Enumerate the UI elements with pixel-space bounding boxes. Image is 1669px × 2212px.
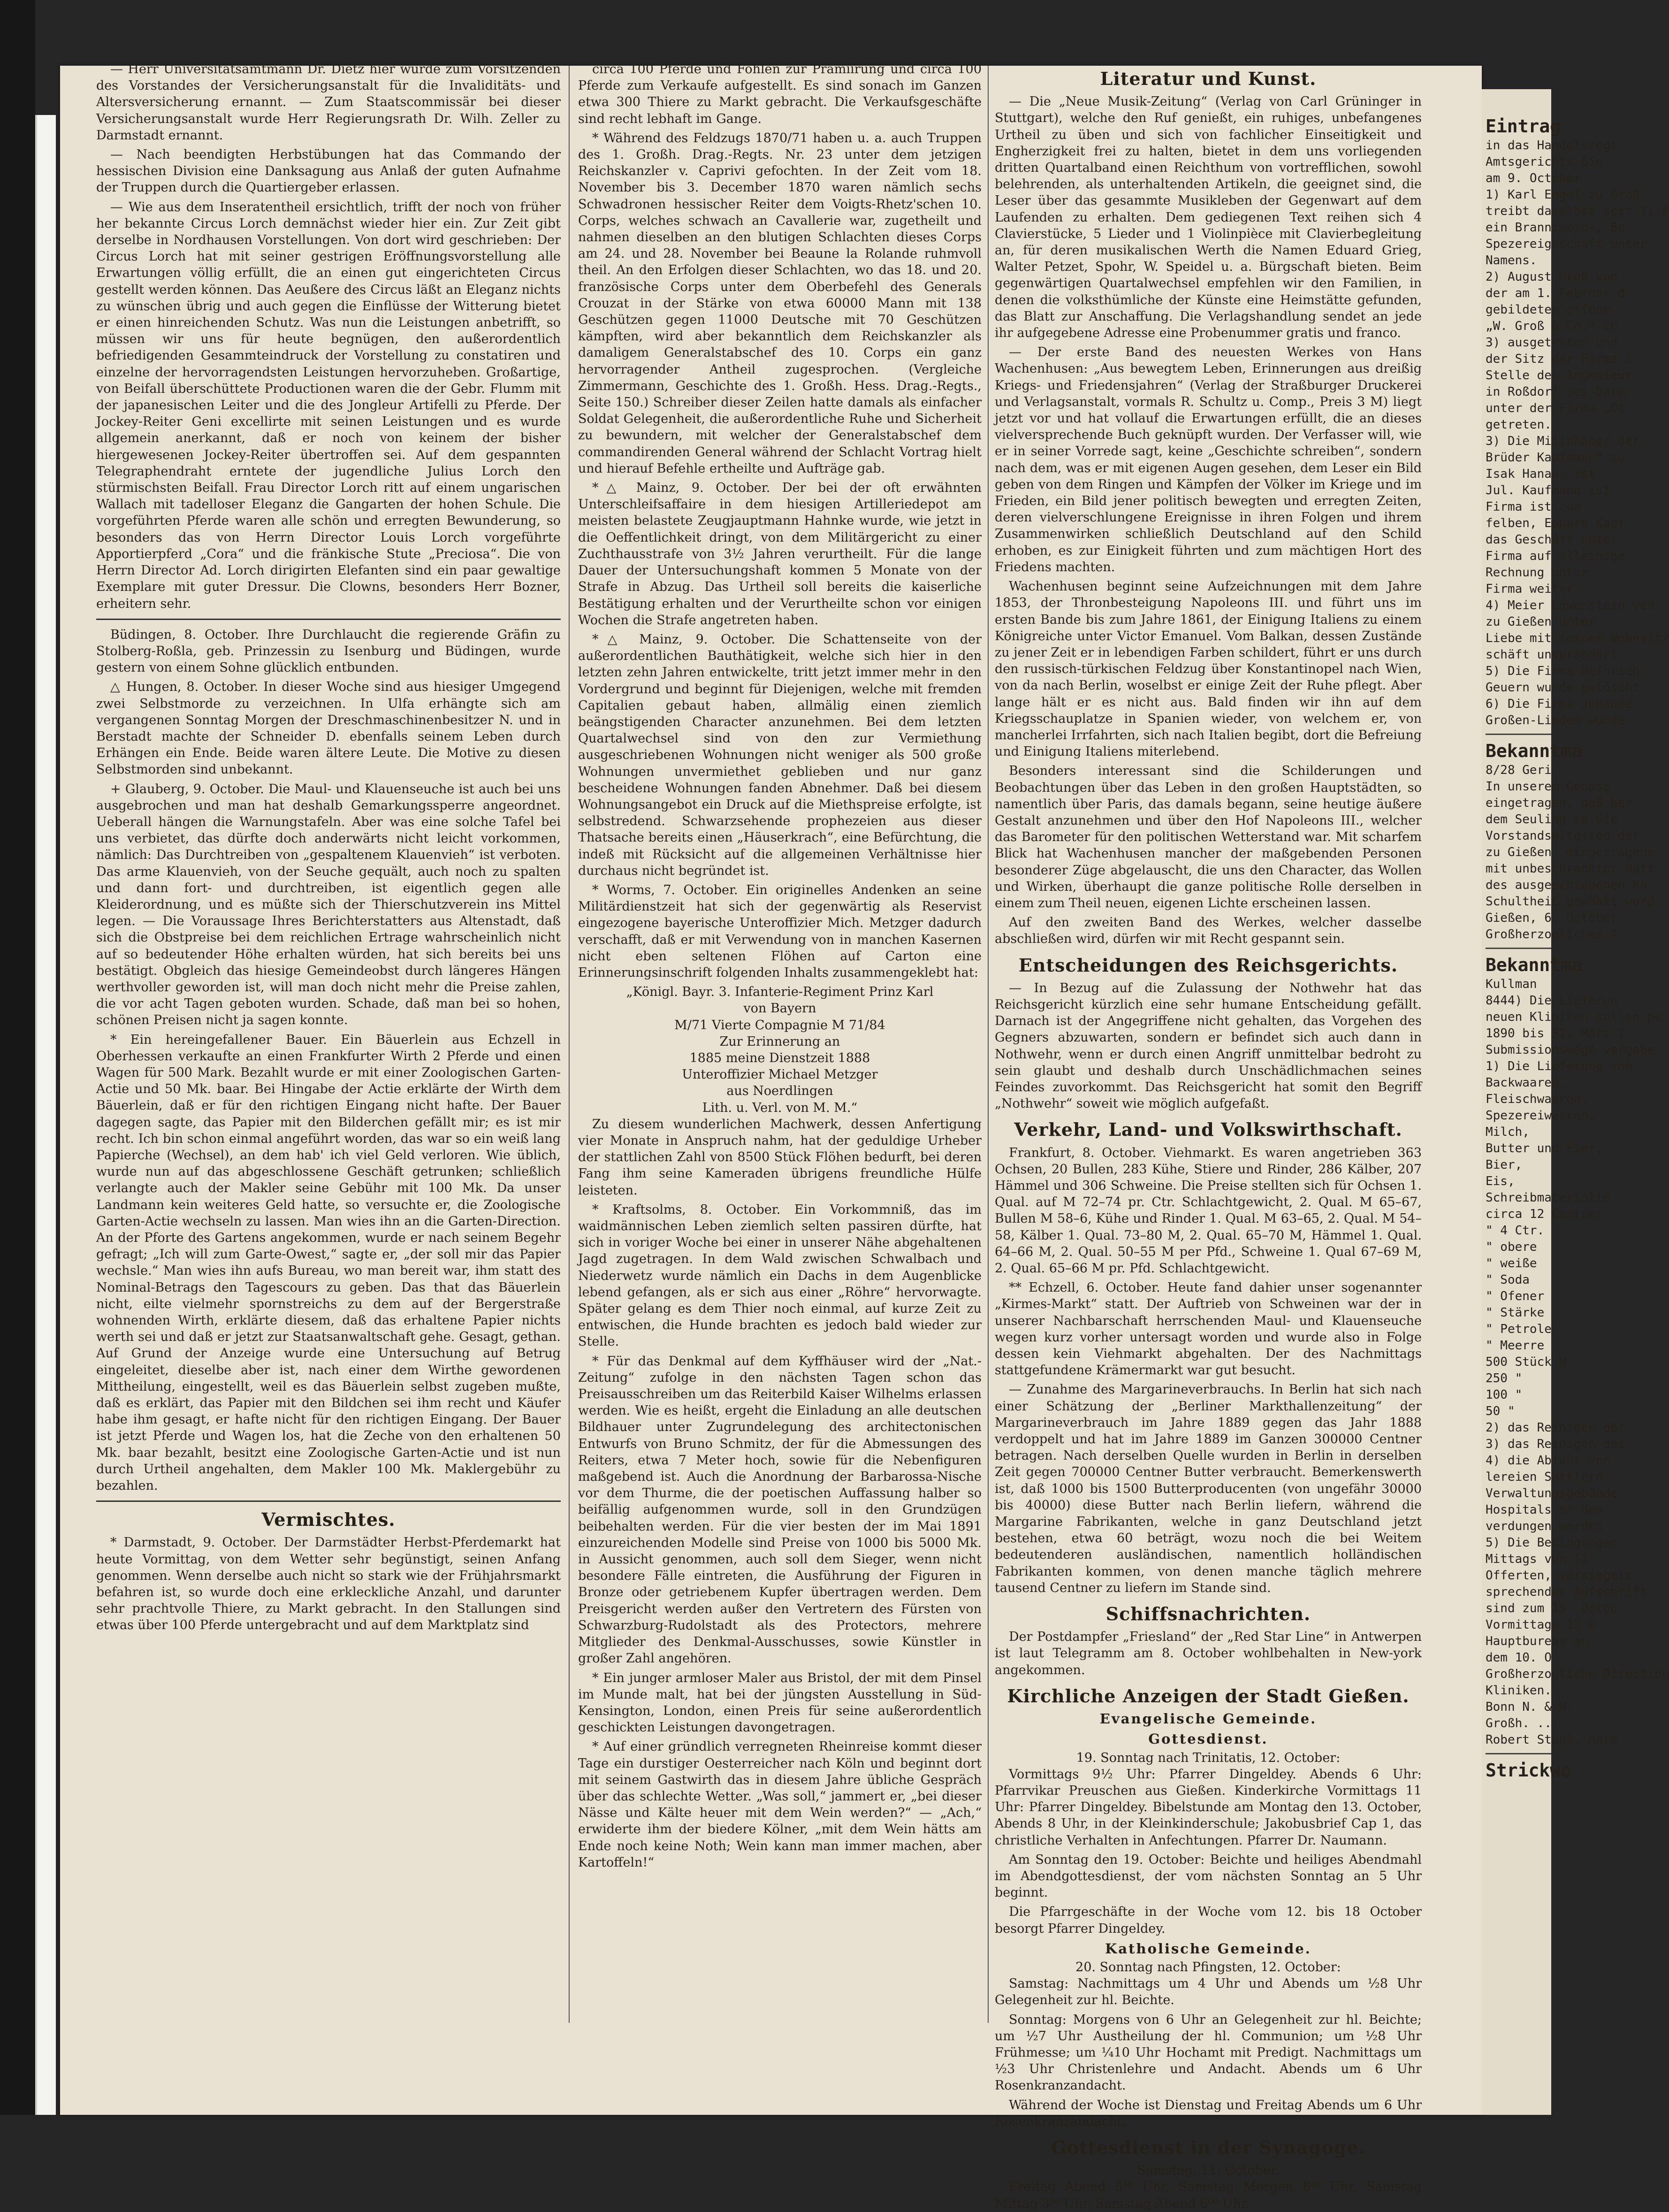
ad-line: felben, Eduard Kauf	[1486, 516, 1625, 530]
column-2	[578, 61, 982, 2032]
ad-line: In unserem Genoss	[1486, 780, 1611, 794]
sub-heading: Gottesdienst.	[1148, 1731, 1268, 1747]
ad-line: schäft unverändert	[1486, 648, 1618, 662]
adjacent-page-strip	[1482, 89, 1669, 2115]
section-heading: Kirchliche Anzeigen der Stadt Gießen.	[1007, 1685, 1410, 1707]
ad-line: gebildeten offene	[1486, 303, 1611, 317]
article-paragraph: Zu diesem wunderlichen Machwerk, dessen Anfertigung vier Monate in Anspruch nahm, hat der geduldige Urheber der stattlichen Zahl von 8500 Stück Flöhen bedurft, bei deren Fang ihm seine Kameraden übrigens freundliche Hülfe leisteten.	[578, 1117, 982, 1198]
ad-line: Robert Stuhl, Mark	[1486, 1733, 1618, 1747]
article-paragraph: — Zunahme des Margarineverbrauchs. In Berlin hat sich nach einer Schätzung der „Berliner Markthallenzeitung“ der Margarineverbrauch im Jahre 1889 gegen das Jahr 1888 verdoppelt und hat im Jahre 1889 im Ganzen 300000 Centner betragen. Nach derselben Quelle wurden in Berlin in derselben Zeit gegen 700000 Centner Butter verbraucht. Bemerkenswerth ist, daß 1000 bis 1500 Butterproducenten (von ungefähr 30000 bis 40000) diese Butter nach Berlin liefern, während die Margarine Fabrikanten, welche in ganz Deutschland jetzt bestehen, etwa 60 beträgt, wozu noch die bei Weitem bedeutenderen ausländischen, namentlich holländischen Fabrikanten kommen, von denen manche täglich mehrere tausend Centner zu liefern im Stande sind.	[995, 1382, 1422, 1595]
article-paragraph: *△ Mainz, 9. October. Die Schattenseite von der außerordentlichen Bauthätigkeit, welche sich hier in den letzten zehn Jahren entwickelte, tritt jetzt immer mehr in den Vordergrund und beginnt für Diejenigen, welche mit fremden Capitalien gebaut haben, allmälig einen ziemlich beängstigenden Character anzunehmen. Bei dem letzten Quartalwechsel sind von den zur Vermiethung ausgeschriebenen Wohnungen nicht weniger als 500 große Wohnungen unvermiethet geblieben und nur ganz bescheidene Wohnungen fanden Abnehmer. Daß bei diesem Wohnungsangebot ein Druck auf die Miethspreise erfolgte, ist selbstredend. Schwarzsehende prophezeien aus dieser Thatsache bereits einen „Häuserkrach“, eine Befürchtung, die indeß mit Rücksicht auf die allgemeinen Verhältnisse hier durchaus nicht begründet ist.	[578, 632, 982, 878]
ad-line: Vorstandsmitglied der	[1486, 829, 1640, 843]
ad-rule	[1486, 734, 1551, 735]
ad-line: Butter und Eier,	[1486, 1141, 1603, 1156]
ad-line: unter der Firma „Ot	[1486, 401, 1625, 415]
section-heading: Literatur und Kunst.	[1100, 68, 1317, 89]
ad-line: " 4 Ctr.	[1486, 1224, 1545, 1238]
article-paragraph: — Die „Neue Musik-Zeitung“ (Verlag von Carl Grüninger in Stuttgart), welche den Ruf genießt, ein ruhiges, unbefangenes Urtheil zu üben und sich von fachlicher Einseitigkeit und Engherzigkeit frei zu halten, bietet in dem uns vorliegenden dritten Quartalband einen Reichthum von vortrefflichen, sowohl belehrenden, als unterhaltenden Artikeln, die geeignet sind, die Leser über das gesammte Musikleben der Gegenwart auf dem Laufenden zu erhalten. Dem gediegenen Text reihen sich 4 Clavierstücke, 5 Lieder und 1 Violinpièce mit Clavierbegleitung an, für deren musikalischen Werth die Namen Eduard Grieg, Walter Petzet, Spohr, W. Speidel u. a. Bürgschaft bieten. Beim gegenwärtigen Quartalwechsel empfehlen wir den Familien, in denen die volksthümliche der Künste eine Heimstätte gefunden, das Blatt zur Anschaffung. Die Verlagshandlung sendet an jede ihr aufgegebene Adresse eine Probenummer gratis und franco.	[995, 94, 1422, 341]
ad-line: mit unbeschränkter Haft	[1486, 862, 1655, 876]
ad-line: 8/28 Geri	[1486, 763, 1552, 777]
ad-line: Großherzogliches A	[1486, 927, 1618, 941]
ad-line: in das Handelsregi	[1486, 138, 1618, 153]
ad-line: Firma ist zum	[1486, 500, 1581, 514]
ad-line: Bier,	[1486, 1158, 1523, 1172]
column-3	[995, 61, 1422, 2211]
ad-line: 1) Die Lieferung von	[1486, 1059, 1633, 1073]
ad-heading: Bekanntma	[1486, 955, 1582, 975]
ad-line: " obere	[1486, 1240, 1537, 1254]
ad-line: circa 12 Centner	[1486, 1207, 1603, 1221]
ad-line: am 9. October	[1486, 171, 1581, 185]
ad-line: zu Gießen, eingetragene	[1486, 845, 1655, 859]
adjacent-page-text	[1482, 89, 1669, 1782]
article-paragraph: — Wie aus dem Inseratentheil ersichtlich, trifft der noch von früher her bekannte Circus Lorch demnächst wieder hier ein. Zur Zeit gibt derselbe in Nordhausen Vorstellungen. Von dort wird geschrieben: Der Circus Lorch hat mit seiner gestrigen Eröffnungsvorstellung alle Erwartungen völlig erfüllt, die an einen gut eingerichteten Circus gestellt werden können. Das Aeußere des Circus läßt an Eleganz nichts zu wünschen übrig und auch gegen die Einflüsse der Witterung bietet er einen hinreichenden Schutz. Was nun die Leistungen anbetrifft, so müssen wir uns für heute begnügen, den außerordentlich befriedigenden Gesammteindruck der Vorstellung zu constatiren und einzelne der hervorragendsten Leistungen hervorzuheben. Großartige, von Beifall überschüttete Productionen waren die der Gebr. Flumm mit der japanesischen Leiter und die des Jongleur Artifelli zu Pferde. Der Jockey-Reiter Geni excellirte mit seinen Leistungen und es wurde allgemein anerkannt, daß er noch von keinem der bisher hiergewesenen Jockey-Reiter übertroffen sei. Auf dem gespannten Telegraphendraht erntete der jugendliche Julius Lorch den stürmischsten Beifall. Frau Director Lorch ritt auf einem ungarischen Wallach mit tadelloser Eleganz die Gangarten der hohen Schule. Die vorgeführten Pferde waren alle schön und erregten Bewunderung, so besonders das von Herrn Director Louis Lorch vorgeführte Apportierpferd „Cora“ und die fränkische Stute „Preciosa“. Die von Herrn Director Ad. Lorch dirigirten Elefanten sind ein paar gewaltige Exemplare mit guter Dressur. Die Clowns, besonders Herr Bozner, erheitern sehr.	[96, 199, 561, 611]
ad-line: 250 "	[1486, 1371, 1523, 1385]
article-paragraph: Besonders interessant sind die Schilderungen und Beobachtungen über das Leben in den großen Hauptstädten, so namentlich über Paris, das damals begann, seine heutige äußere Gestalt anzunehmen und über den Hof Napoleons III., welcher das Barometer für den politischen Wetterstand war. Mit scharfem Blick hat Wachenhusen mancher der maßgebenden Personen besonderer Züge abgelauscht, die uns den Character, das Wollen und Wirken, überhaupt die ganze politische Rolle derselben in einem zum Theil neuen, eigenen Lichte erscheinen lassen.	[995, 764, 1422, 911]
ad-line: ein Branntwein-, Be	[1486, 221, 1625, 235]
ad-line: Großen-Linden wurde	[1486, 713, 1625, 727]
sub-heading: Evangelische Gemeinde.	[1099, 1711, 1317, 1727]
article-paragraph: *△ Mainz, 9. October. Der bei der oft erwähnten Unterschleifsaffaire in dem hiesigen Artilleriedepot am meisten belastete Zeugjauptmann Hahnke wurde, wie jetzt in die Oeffentlichkeit dringt, von dem Militärgericht zu einer Zuchthausstrafe von 3½ Jahren verurtheilt. Für die lange Dauer der Untersuchungshaft kommen 5 Monate von der Strafe in Abzug. Das Urtheil soll bereits die kaiserliche Bestätigung erhalten und der Verurtheilte schon vor einigen Wochen die Strafe angetreten haben.	[578, 481, 982, 628]
ad-line: Großh. ...	[1486, 1716, 1559, 1730]
ad-line: Rechnung unter	[1486, 566, 1589, 580]
ad-line: Brüder Kaufmann“ zu	[1486, 451, 1625, 465]
article-paragraph: Samstag: Nachmittags um 4 Uhr und Abends um ½8 Uhr Gelegenheit zur hl. Beichte.	[995, 1976, 1422, 2008]
ad-line: Hauptbureau an	[1486, 1634, 1589, 1648]
ad-line: sind zum 15. Octob	[1486, 1601, 1618, 1615]
article-paragraph: Vormittags 9½ Uhr: Pfarrer Dingeldey. Abends 6 Uhr: Pfarrvikar Preuschen aus Gießen. Kinderkirche Vormittags 11 Uhr: Pfarrer Dingeldey. Bibelstunde am Montag den 13. October, Abends 8 Uhr, in der Kleinkinderschule; Jakobusbrief Cap 1, das christliche Verhalten in Anfechtungen. Pfarrer Dr. Naumann.	[995, 1767, 1422, 1848]
ad-line: 5) Die Firma Heinrich	[1486, 664, 1640, 678]
ad-line: Bonn N. & W.	[1486, 1700, 1574, 1714]
ad-line: Submissionswege vergebe	[1486, 1043, 1655, 1057]
section-rule	[96, 1500, 561, 1502]
ad-line: Offerten, versiegelt	[1486, 1569, 1633, 1583]
article-paragraph: Auf den zweiten Band des Werkes, welcher dasselbe abschließen wird, dürfen wir mit Recht gespannt sein.	[995, 915, 1422, 947]
article-paragraph: circa 100 Pferde und Fohlen zur Prämiirung und circa 100 Pferde zum Verkaufe aufgestellt. Es sind sonach im Ganzen etwa 300 Thiere zu Markt gebracht. Die Verkaufsgeschäfte sind recht lebhaft im Gange.	[578, 62, 982, 126]
column-rule	[988, 66, 989, 2023]
ad-line: dem 10. O	[1486, 1651, 1552, 1665]
ad-line: Isak Hanau, ist	[1486, 467, 1596, 481]
centered-line: von Bayern	[743, 1001, 816, 1016]
ad-line: das Geschäft unter	[1486, 533, 1618, 547]
scanner-border	[0, 0, 35, 2115]
ad-line: eingetragen, daß her	[1486, 796, 1633, 810]
centered-line: aus Noerdlingen	[726, 1084, 833, 1099]
centered-line: Samstag, 11. October.	[1137, 2163, 1280, 2178]
ad-line: 500 Stück W	[1486, 1355, 1567, 1369]
ad-line: 3) Die Mitinhaber der	[1486, 434, 1640, 448]
article-paragraph: * Für das Denkmal auf dem Kyffhäuser wird der „Nat.-Zeitung“ zufolge in den nächsten Tagen schon das Preisausschreiben um das Reiterbild Kaiser Wilhelms erlassen werden. Wie es heißt, ergeht die Einladung an alle deutschen Bildhauer unter Zugrundelegung des architectonischen Entwurfs von Bruno Schmitz, der für die Abmessungen des Reiters, etwa 7 Meter hoch, sowie für die Nebenfiguren maßgebend ist. Auch die Anordnung der Barbarossa-Nische vor dem Thurme, die der poetischen Auffassung halber so beifällig aufgenommen wurde, soll in den Grundzügen beibehalten werden. Für die vier besten der im Mai 1891 einzureichenden Modelle sind Preise von 1000 bis 5000 Mk. in Aussicht genommen, auch soll dem Sieger, wenn nicht besondere Fälle eintreten, die Ausführung der Figuren in Bronze oder getriebenem Kupfer übertragen werden. Dem Preisgericht werden außer den Vertretern des Fürsten von Schwarzburg-Rudolstadt als des Protectors, mehrere Mitglieder des Denkmal-Ausschusses, sowie Künstler in großer Zahl angehören.	[578, 1354, 982, 1666]
ad-line: Milch,	[1486, 1125, 1530, 1139]
ad-rule	[1486, 1753, 1551, 1754]
ad-line: sprechender Aufschrift	[1486, 1585, 1647, 1599]
centered-line: 1885 meine Dienstzeit 1888	[689, 1050, 870, 1065]
ad-line: zu Gießen unter	[1486, 615, 1596, 629]
centered-line: Unteroffizier Michael Metzger	[682, 1067, 878, 1082]
ad-line: Gießen, 6. October	[1486, 911, 1618, 925]
ad-line: Kullman	[1486, 977, 1537, 991]
ad-line: " Ofener	[1486, 1289, 1545, 1303]
section-heading: Gottesdienst in der Synagoge.	[1051, 2136, 1365, 2158]
ad-line: 1) Karl Engel zu Groß	[1486, 188, 1640, 202]
ad-line: 4) Meier Löwenstein von	[1486, 598, 1655, 612]
ad-line: 1890 bis 31. März 1	[1486, 1026, 1625, 1041]
section-heading: Schiffsnachrichten.	[1105, 1603, 1311, 1625]
article-paragraph: * Worms, 7. October. Ein originelles Andenken an seine Militärdienstzeit hat sich der gegenwärtig als Reservist eingezogene bayerische Unteroffizier Mich. Metzger dadurch verschafft, daß er mit Verwendung von in manchen Kasernen nicht eben seltenen Flöhen auf Carton eine Erinnerungsinschrift folgenden Inhalts zusammengeklebt hat:	[578, 882, 982, 980]
ad-line: getreten.	[1486, 418, 1552, 432]
ad-line: " Soda	[1486, 1273, 1530, 1287]
centered-line: Zur Erinnerung an	[719, 1034, 840, 1049]
ad-line: " Petrole	[1486, 1322, 1552, 1336]
ad-line: Kliniken.	[1486, 1684, 1552, 1698]
article-paragraph: — Der erste Band des neuesten Werkes von Hans Wachenhusen: „Aus bewegtem Leben, Erinnerungen aus dreißig Kriegs- und Friedensjahren“ (Verlag der Straßburger Druckerei und Verlagsanstalt, vormals R. Schultz u. Comp., Preis 3 M) liegt jetzt vor und hat vollauf die Erwartungen erfüllt, die an dieses vielversprechende Buch geknüpft wurden. Der Verfasser will, wie er in seiner Vorrede sagt, keine „Geschichte schreiben“, sondern nach dem, was er mit eigenen Augen gesehen, dem Leser ein Bild geben von dem Ringen und Kämpfen der Völker im Kriege und im Frieden, ein Bild jener politisch bewegten und erregten Zeiten, deren vielverschlungene Ereignisse in ihren Folgen und ihrem Zusammenwirken schließlich Deutschland auf den Schild erhoben, es zur Einigkeit führten und zum mächtigen Hort des Friedens machten.	[995, 345, 1422, 574]
article-paragraph: * Kraftsolms, 8. October. Ein Vorkommniß, das im waidmännischen Leben ziemlich selten passiren dürfte, hat sich in voriger Woche bei einer in unserer Nähe abgehaltenen Jagd zugetragen. In dem Wald zwischen Schwalbach und Niederwetz wurde nämlich ein Dachs in dem Augenblicke lebend gefangen, als er sich aus einer „Röhre“ hervorwagte. Später gelang es dem Thier noch einmal, auf kurze Zeit zu entwischen, die Hunde brachten es jedoch bald wieder zur Stelle.	[578, 1202, 982, 1349]
article-paragraph: — Nach beendigten Herbstübungen hat das Commando der hessischen Division eine Danksagung aus Anlaß der guten Aufnahme der Truppen durch die Quartiergeber erlassen.	[96, 147, 561, 195]
centered-line: „Königl. Bayr. 3. Infanterie-Regiment Prinz Karl	[626, 985, 934, 1000]
ad-line: der Sitz der Firma i	[1486, 352, 1633, 366]
article-paragraph: * Darmstadt, 9. October. Der Darmstädter Herbst-Pferdemarkt hat heute Vormittag, von dem Wetter sehr begünstigt, seinen Anfang genommen. Wenn derselbe auch nicht so stark wie der Frühjahrsmarkt befahren ist, so wurde doch eine erkleckliche Anzahl, und darunter sehr prachtvolle Thiere, zu Markt gebracht. In den Stallungen sind etwas über 100 Pferde untergebracht und auf dem Marktplatz sind	[96, 1535, 561, 1633]
centered-line: 20. Sonntag nach Pfingsten, 12. October:	[1075, 1959, 1341, 1975]
article-paragraph: Am Sonntag den 19. October: Beichte und heiliges Abendmahl im Abendgottesdienst, der vom nächsten Sonntag an 5 Uhr beginnt.	[995, 1852, 1422, 1900]
centered-line: M/71 Vierte Compagnie M 71/84	[674, 1018, 885, 1033]
ad-line: Spezereigeschäft unter	[1486, 237, 1647, 251]
ad-line: Schultheiß gewählt word	[1486, 895, 1655, 909]
ad-line: " Stärke	[1486, 1306, 1545, 1320]
ad-line: in Roßdorf bei Darm	[1486, 385, 1625, 399]
ad-line: dem Seuling zu Gie	[1486, 812, 1618, 827]
ad-line: verdungen werden	[1486, 1519, 1603, 1533]
centered-line: 19. Sonntag nach Trinitatis, 12. October:	[1076, 1750, 1341, 1765]
ad-heading: Bekanntma	[1486, 741, 1582, 761]
ad-line: 2) das Reinigen der	[1486, 1421, 1625, 1435]
ad-line: Firma weiter.	[1486, 582, 1581, 596]
article-paragraph: Sonntag: Morgens von 6 Uhr an Gelegenheit zur hl. Beichte; um ½7 Uhr Austheilung der hl. Communion; um ½8 Uhr Frühmesse; um ¼10 Uhr Hochamt mit Predigt. Nachmittags um ½3 Uhr Christenlehre und Andacht. Abends um 6 Uhr Rosenkranzandacht.	[995, 2012, 1422, 2093]
ad-line: Geuern wurde gelöscht	[1486, 681, 1640, 695]
article-paragraph: — Herr Universitätsamtmann Dr. Dietz hier wurde zum Vorsitzenden des Vorstandes der Versicherungsanstalt für die Invaliditäts- und Altersversicherung ernannt. — Zum Staatscommissär bei dieser Versicherungsanstalt wurde Herr Regierungsrath Dr. Wilh. Zeller zu Darmstadt ernannt.	[96, 62, 561, 143]
ad-line: 50 "	[1486, 1404, 1515, 1418]
ad-line: treibt daselbst seit 1. F	[1486, 204, 1669, 218]
ad-heading: Strickwo	[1486, 1760, 1572, 1781]
section-heading: Vermischtes.	[261, 1509, 396, 1531]
ad-line: lereien Sattlern	[1486, 1470, 1603, 1484]
article-paragraph: — In Bezug auf die Zulassung der Nothwehr hat das Reichsgericht kürzlich eine sehr humane Entscheidung gefällt. Darnach ist der Angegriffene nicht gehalten, das Vorgehen des Gegners abzuwarten, sondern er befindet sich auch dann in Nothwehr, wenn er durch einen Angriff unmittelbar bedroht zu sein glaubt und deshalb durch Unschädlichmachen seines Feindes zuvorkommt. Das Reichsgericht hat somit den Begriff „Nothwehr“ soweit wie möglich aufgefaßt.	[995, 980, 1422, 1111]
ad-line: 3) das Reinigen des	[1486, 1437, 1625, 1451]
ad-line: „W. Groß & Co.“ zu	[1486, 319, 1618, 333]
ad-line: Firma auf alleinige	[1486, 549, 1625, 563]
column-1	[96, 61, 561, 2032]
ad-line: Backwaaren,	[1486, 1076, 1567, 1090]
ad-line: 6) Die Firma Johanne	[1486, 697, 1633, 711]
article-paragraph: * Während des Feldzugs 1870/71 haben u. a. auch Truppen des 1. Großh. Drag.-Regts. Nr. 23 unter dem jetzigen Reichskanzler v. Caprivi gefochten. In der Zeit vom 18. November bis 3. December 1870 waren nämlich sechs Schwadronen hessischer Reiter dem Voigts-Rhetz'schen 10. Corps, welches schwach an Cavallerie war, zugetheilt und nahmen dieselben an den blutigen Schlachten dieses Corps am 24. und 28. November bei Beaune la Rolande ruhmvoll theil. An den Erfolgen dieser Schlachten, wo das 18. und 20. französische Corps unter dem Oberbefehl des Generals Crouzat in der Stärke von etwa 60000 Mann mit 138 Geschützen gegen 11000 Deutsche mit 70 Geschützen kämpften, wird aber bekanntlich dem Reichskanzler als damaligem Generalstabschef des 10. Corps ein ganz hervorragender Antheil zugesprochen. (Vergleiche Zimmermann, Geschichte des 1. Großh. Hess. Drag.-Regts., Seite 150.) Schreiber dieser Zeilen hatte damals als einfacher Soldat Gelegenheit, die außerordentliche Ruhe und Sicherheit zu bewundern, mit welcher der Generalstabschef dem commandirenden General während der Schlacht Vortrag hielt und hierauf Befehle ertheilte und Aufträge gab.	[578, 130, 982, 476]
article-paragraph: Frankfurt, 8. October. Viehmarkt. Es waren angetrieben 363 Ochsen, 20 Bullen, 283 Kühe, Stiere und Rinder, 286 Kälber, 207 Hämmel und 306 Schweine. Die Preise stellten sich für Ochsen 1. Qual. auf M 72–74 pr. Ctr. Schlachtgewicht, 2. Qual. M 65–67, Bullen M 58–6, Kühe und Rinder 1. Qual. M 63–65, 2. Qual. M 54–58, Kälber 1. Qual. 73–80 M, 2. Qual. 65–70 M, Hämmel 1. Qual. 64–66 M, 2. Qual. 50–55 M per Pfd., Schweine 1. Qual 67–69 M, 2. Qual. 65–66 M pr. Pfd. Schlachtgewicht.	[995, 1145, 1422, 1276]
ad-line: Schreibmaterialie	[1486, 1191, 1611, 1205]
article-paragraph: * Ein hereingefallener Bauer. Ein Bäuerlein aus Echzell in Oberhessen verkaufte an einen Frankfurter Wirth 2 Pferde und einen Wagen für 500 Mark. Bezahlt wurde er mit einer Zoologischen Garten-Actie und 50 Mk. baar. Bei Hingabe der Actie erklärte der Wirth dem Bäuerlein, daß er für den richtigen Eingang nicht hafte. Der Bauer dagegen sagte, das Papier mit den Bilderchen gefällt mir; es ist mir recht. Ich bin schon einmal angeführt worden, das war so ein weiß lang Papierche (Wechsel), an dem hab' ich viel Geld verloren. Wie üblich, wurde nun auf das abgeschlossene Geschäft getrunken; schließlich verlangte auch der Makler seine Gebühr mit 100 Mk. Da unser Landmann kein weiteres Geld hatte, so versuchte er, die Zoologische Garten-Actie wechseln zu lassen. Man wies ihn an die Garten-Direction. An der Pforte des Gartens angekommen, wurde er nach seinem Begehr gefragt; „Ich will zum Garte-Owest,“ sagte er, „der soll mir das Papier wechsle.“ Man wies ihn aufs Bureau, wo man bereit war, ihm statt des Nominal-Betrags den Tagescours zu geben. Das that das Bäuerlein nicht, eilte vielmehr spornstreichs zu dem auf der Bergerstraße wohnenden Wirth, erklärte diesem, daß das erhaltene Papier nichts werth sei und daß er jetzt zur Staatsanwaltschaft gehe. Gesagt, gethan. Auf Grund der Anzeige wurde eine Untersuchung auf Betrug eingeleitet, dieselbe aber ist, nach einer dem Wirthe gewordenen Mittheilung, eingestellt, weil es das Bäuerlein selbst zugeben mußte, daß es erklärt, das Papier mit den Bildchen sei ihm recht und Käufer habe ihm gesagt, er hafte nicht für den richtigen Eingang. Der Bauer ist jetzt Pferde und Wagen los, hat die Zeche von den erhaltenen 50 Mk. baar bezahlt, besitzt eine Zoologische Garten-Actie und ist nun durch Urtheil angehalten, dem Makler 100 Mk. Maklergebühr zu bezahlen.	[96, 1032, 561, 1493]
ad-line: 100 "	[1486, 1388, 1523, 1402]
ad-line: " weiße	[1486, 1256, 1537, 1271]
section-heading: Verkehr, Land- und Volkswirthschaft.	[1014, 1119, 1402, 1140]
ad-line: 8444) Die Lieferun	[1486, 994, 1618, 1008]
ad-line: Verwaltungsgebäude	[1486, 1486, 1618, 1500]
ad-line: Jul. Kaufmann ist	[1486, 483, 1611, 498]
ad-line: der am 1. Februar d.	[1486, 286, 1633, 300]
ad-line: des ausgeschiedenen Ka	[1486, 878, 1647, 892]
article-paragraph: Der Postdampfer „Friesland“ der „Red Star Line“ in Antwerpen ist laut Telegramm am 8. October wohlbehalten in New-york angekommen.	[995, 1630, 1422, 1677]
article-paragraph: Während der Woche ist Dienstag und Freitag Abends um 6 Uhr Rosenkranzandacht.	[995, 2097, 1422, 2129]
article-paragraph: * Ein junger armloser Maler aus Bristol, der mit dem Pinsel im Munde malt, hat bei der jüngsten Ausstellung in Süd-Kensington, London, einen Preis für seine außerordentlich geschickten Leistungen davongetragen.	[578, 1670, 982, 1735]
ad-line: 2) August Groß von	[1486, 270, 1618, 284]
ad-line: Hospitals an den	[1486, 1503, 1603, 1517]
ad-line: Vormittags 12 U	[1486, 1618, 1596, 1632]
ad-line: Spezereiwaaren,	[1486, 1109, 1596, 1123]
sub-heading: Katholische Gemeinde.	[1105, 1940, 1311, 1957]
article-paragraph: + Glauberg, 9. October. Die Maul- und Klauenseuche ist auch bei uns ausgebrochen und man hat deshalb Gemarkungssperre angeordnet. Ueberall hängen die Warnungstafeln. Aber was eine solche Tafel bei uns verbietet, das dürfte doch anderwärts nicht leicht vorkommen, nämlich: Das Durchtreiben von „gespaltenem Klauenvieh“ ist verboten. Das arme Klauenvieh, von der Seuche gequält, auch noch zu spalten und dann fort- und durchtreiben, ist eigentlich gegen alle Kleiderordnung, und es müßte sich der Thierschutzverein ins Mittel legen. — Die Voraussage Ihres Berichterstatters aus Altenstadt, daß sich die Obstpreise bei dem reichlichen Ertrage wahrscheinlich nicht auf so bedeutender Höhe erhalten würden, hat sich bereits bei uns bestätigt. Obgleich das hiesige Gemeindeobst durch längeres Hängen werthvoller geworden ist, will man doch nicht mehr die Preise zahlen, die vor acht Tagen geboten wurden. Schade, daß man bei so hohen, schönen Preisen nicht ja sagen konnte.	[96, 781, 561, 1028]
article-paragraph: * Auf einer gründlich verregneten Rheinreise kommt dieser Tage ein durstiger Oesterreicher nach Köln und beginnt dort mit seinem Gastwirth das in diesem Jahre übliche Gespräch über das schlechte Wetter. „Was soll,“ jammert er, „bei dieser Nässe und Kälte heuer mit dem Wein werden?“ — „Ach,“ erwiderte ihm der biedere Kölner, „mit dem Wein hätts am Ende noch keine Noth; Wein kann man immer machen, aber Kartoffeln!“	[578, 1739, 982, 1870]
ad-line: Liebe mit seinem Wohnsitz	[1486, 631, 1669, 645]
ad-line: 3) ausgetreten und	[1486, 336, 1618, 350]
article-paragraph: Freitag Abend 5³⁰ Uhr, Samstag Morgen 8³⁰ Uhr, Samstag Mittag 3⁰⁰ Uhr, Samstag Abend 6⁰⁰ Uhr.	[995, 2180, 1422, 2211]
ad-line: 4) die Abfuhr von	[1486, 1454, 1611, 1468]
section-rule	[96, 619, 561, 620]
ad-line: neuen Kliniken sollen pe	[1486, 1010, 1662, 1024]
centered-line: Lith. u. Verl. von M. M.“	[702, 1100, 858, 1115]
ad-line: Amtsgerichts Gie	[1486, 155, 1603, 169]
ad-heading: Eintrag	[1486, 116, 1561, 137]
article-paragraph: Wachenhusen beginnt seine Aufzeichnungen mit dem Jahre 1853, der Thronbesteigung Napoleons III. und führt uns im ersten Bande bis zum Jahre 1861, der Einigung Italiens zu einem Königreiche unter Victor Emanuel. Vom Balkan, dessen Zustände zu jener Zeit er in lebendigen Farben schildert, führt er uns durch den russisch-türkischen Feldzug über Konstantinopel nach Wien, von da nach Berlin, woselbst er einige Zeit der Ruhe pflegt. Aber lange hält er es nicht aus. Bald finden wir ihn auf dem Kriegsschauplatze in Spanien wieder, von welchem er, von mancherlei Irrfahrten, sich nach Italien begibt, dort die Befreiung und Einigung Italiens miterlebend.	[995, 579, 1422, 759]
article-paragraph: ** Echzell, 6. October. Heute fand dahier unser sogenannter „Kirmes-Markt“ statt. Der Auftrieb von Schweinen war der in unserer Nachbarschaft herrschenden Maul- und Klauenseuche wegen kurz vorher untersagt worden und wurde also in Folge dessen kein Viehmarkt abgehalten. Der des Nachmittags stattgefundene Krämermarkt war gut besucht.	[995, 1280, 1422, 1378]
article-paragraph: △ Hungen, 8. October. In dieser Woche sind aus hiesiger Umgegend zwei Selbstmorde zu verzeichnen. In Ulfa erhängte sich am vergangenen Sonntag Morgen der Dreschmaschinenbesitzer N. und in Berstadt machte der Schneider D. ebenfalls seinem Leben durch Erhängen ein Ende. Beide waren ältere Leute. Die Motive zu diesen Selbstmorden sind unbekannt.	[96, 680, 561, 777]
ad-line: Namens.	[1486, 253, 1537, 268]
ad-line: 5) Die Bedingungen	[1486, 1536, 1618, 1550]
article-paragraph: Die Pfarrgeschäfte in der Woche vom 12. bis 18 October besorgt Pfarrer Dingeldey.	[995, 1905, 1422, 1936]
section-heading: Entscheidungen des Reichsgerichts.	[1018, 954, 1398, 976]
article-paragraph: Büdingen, 8. October. Ihre Durchlaucht die regierende Gräfin zu Stolberg-Roßla, geb. Prinzessin zu Isenburg und Büdingen, wurde gestern von einem Sohne glücklich entbunden.	[96, 627, 561, 675]
ad-line: Eis,	[1486, 1174, 1515, 1188]
ad-line: " Meerre	[1486, 1339, 1545, 1353]
facing-page-edge	[35, 115, 56, 2115]
ad-line: Stelle des Ingenieur	[1486, 368, 1633, 383]
column-rule	[569, 66, 570, 2023]
ad-line: Fleischwaaren,	[1486, 1092, 1589, 1106]
ad-line: Großherzogliche Direction	[1486, 1667, 1669, 1681]
ad-rule	[1486, 948, 1551, 949]
ad-line: Mittags von 11	[1486, 1552, 1589, 1566]
